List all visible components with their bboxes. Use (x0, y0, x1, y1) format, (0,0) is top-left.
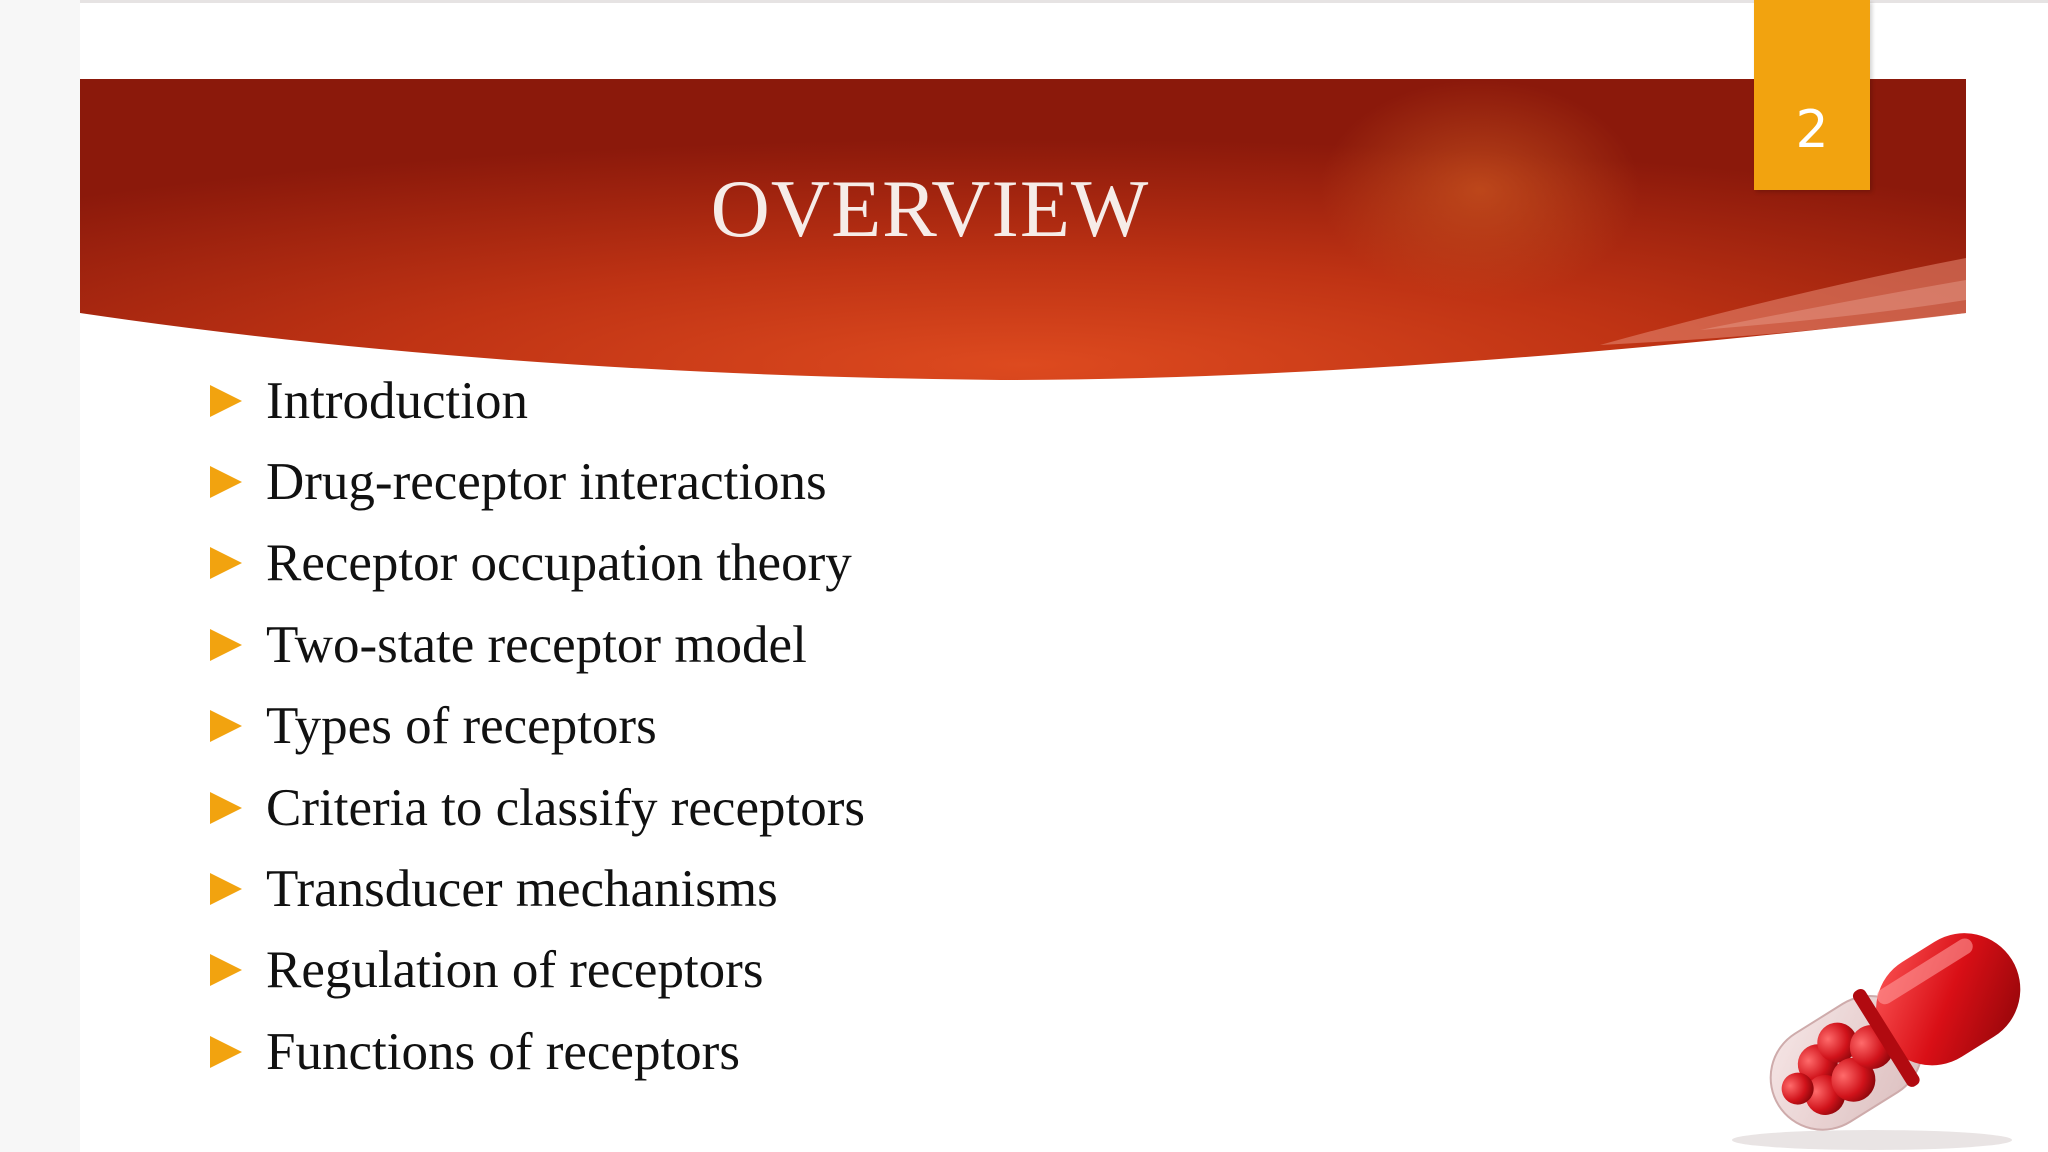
bullet-item (210, 686, 865, 767)
triangle-right-icon (210, 385, 242, 417)
slide-title: OVERVIEW (710, 163, 1150, 254)
bullet-text: Functions of receptors (266, 1022, 740, 1081)
bullet-text: Receptor occupation theory (266, 534, 852, 593)
bullet-item (210, 523, 865, 604)
triangle-right-icon (210, 629, 242, 661)
slide-number-tab (1754, 0, 1870, 190)
triangle-right-icon (210, 954, 242, 986)
capsule-icon (1722, 912, 2048, 1152)
bullet-text: Drug-receptor interactions (266, 453, 827, 512)
bullet-item (210, 1011, 865, 1092)
bullet-text: Two-state receptor model (266, 615, 807, 674)
triangle-right-icon (210, 466, 242, 498)
bullet-item (210, 441, 865, 522)
triangle-right-icon (210, 873, 242, 905)
bullet-text: Regulation of receptors (266, 941, 764, 1000)
bullet-item (210, 767, 865, 848)
triangle-right-icon (210, 1036, 242, 1068)
bullet-text: Types of receptors (266, 697, 657, 756)
bullet-text: Criteria to classify receptors (266, 778, 865, 837)
slide-number: 2 (1795, 100, 1829, 160)
bullet-text: Transducer mechanisms (266, 860, 778, 919)
bullet-item (210, 360, 865, 441)
bullet-item (210, 604, 865, 685)
bullet-item (210, 848, 865, 929)
triangle-right-icon (210, 710, 242, 742)
overview-bullet-list (210, 360, 865, 1093)
triangle-right-icon (210, 547, 242, 579)
bullet-text: Introduction (266, 371, 528, 430)
triangle-right-icon (210, 792, 242, 824)
red-capsule-with-hearts-image (1722, 912, 2048, 1152)
bullet-item (210, 930, 865, 1011)
